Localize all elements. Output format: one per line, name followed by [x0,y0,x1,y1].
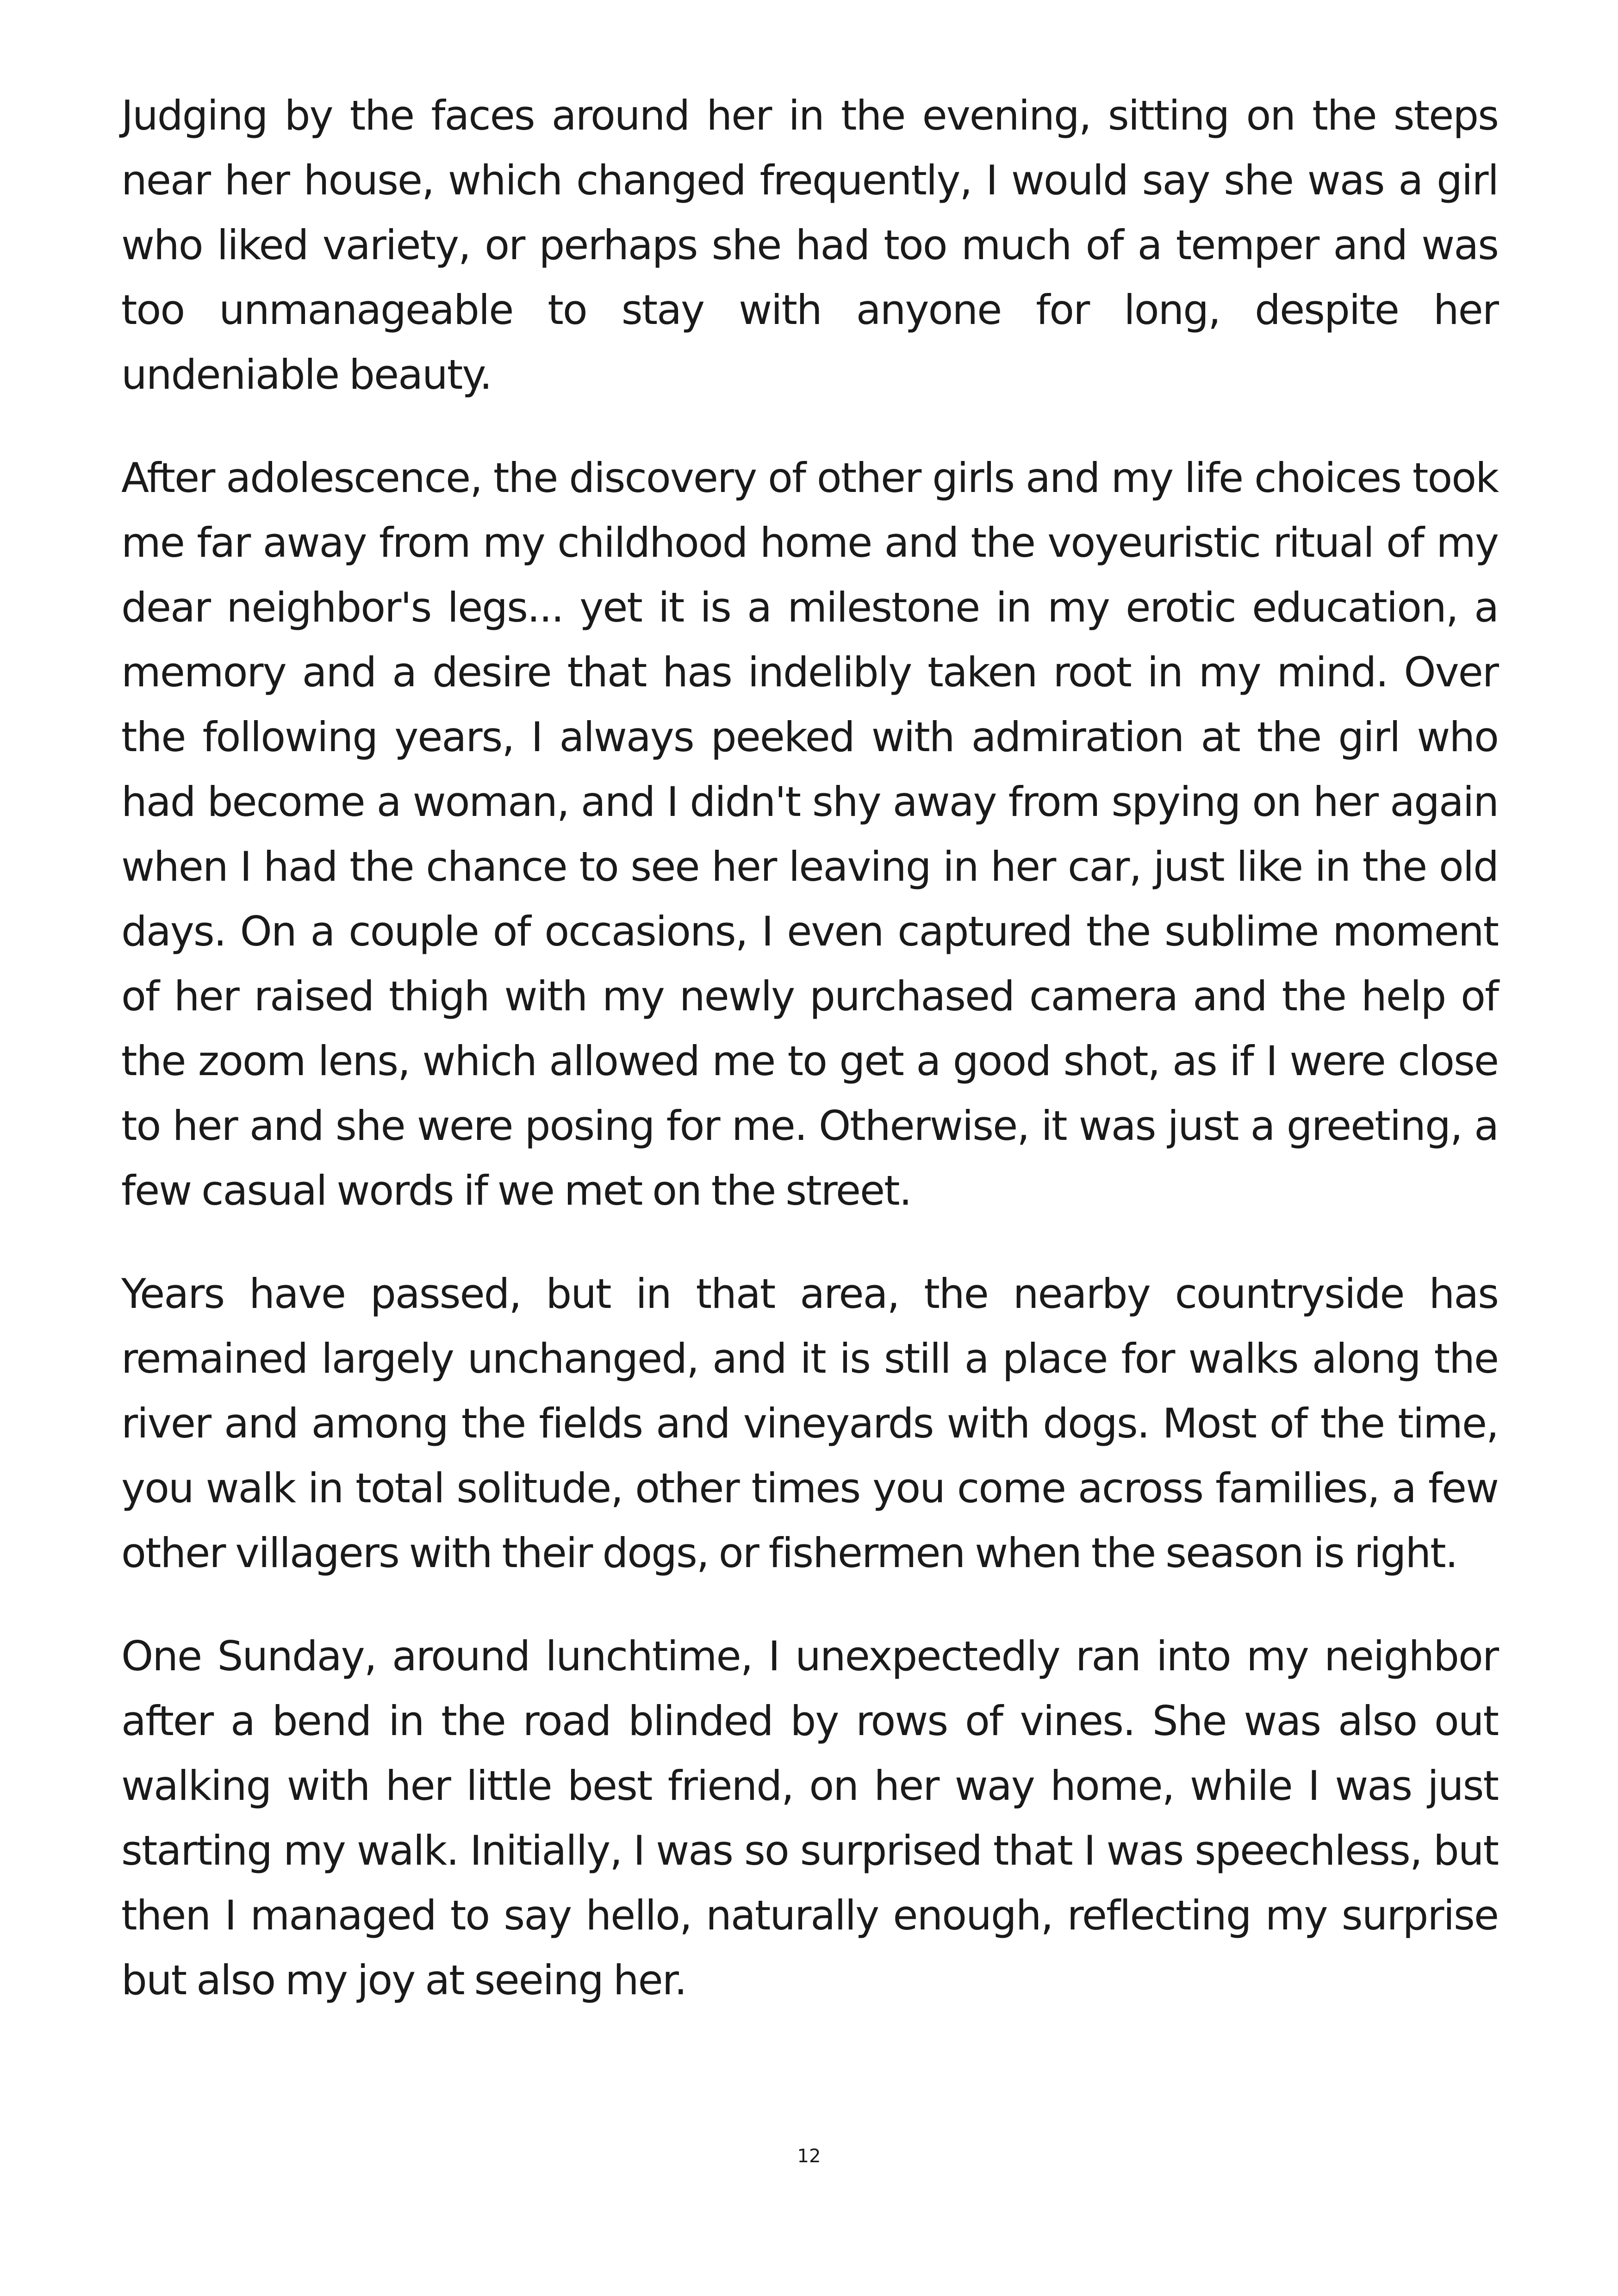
paragraph-4: One Sunday, around lunchtime, I unexpectedly ran into my neighbor after a bend in the road blinded by rows of vines. She was also out walking with her little best friend, on her way home, while I was just starting my walk. Initially, I was so surprised that I was speechless, but then I managed to say hello, naturally enough, reflecting my surprise but also my joy at seeing her. [121,1632,1498,2004]
paragraph-3: Years have passed, but in that area, the nearby countryside has remained largely unchanged, and it is still a place for walks along the river and among the fields and vineyards with dogs. Most of the time, you walk in total solitude, other times you come across families, a few other villagers with their dogs, or fishermen when the season is right. [121,1270,1498,1577]
body-text [121,83,1498,2051]
page-number: 12 [797,2146,821,2167]
paragraph-1: Judging by the faces around her in the evening, sitting on the steps near her house, which changed frequently, I would say she was a girl who liked variety, or perhaps she had too much of a temper and was too unmanageable to stay with anyone for long, despite her undeniable beauty. [121,92,1498,398]
paragraph-2: After adolescence, the discovery of other girls and my life choices took me far away from my childhood home and the voyeuristic ritual of my dear neighbor's legs... yet it is a milestone in my erotic education, a memory and a desire that has indelibly taken root in my mind. Over the following years, I always peeked with admiration at the girl who had become a woman, and I didn't shy away from spying on her again when I had the chance to see her leaving in her car, just like in the old days. On a couple of occasions, I even captured the sublime moment of her raised thigh with my newly purchased camera and the help of the zoom lens, which allowed me to get a good shot, as if I were close to her and she were posing for me. Otherwise, it was just a greeting, a few casual words if we met on the street. [121,454,1498,1214]
